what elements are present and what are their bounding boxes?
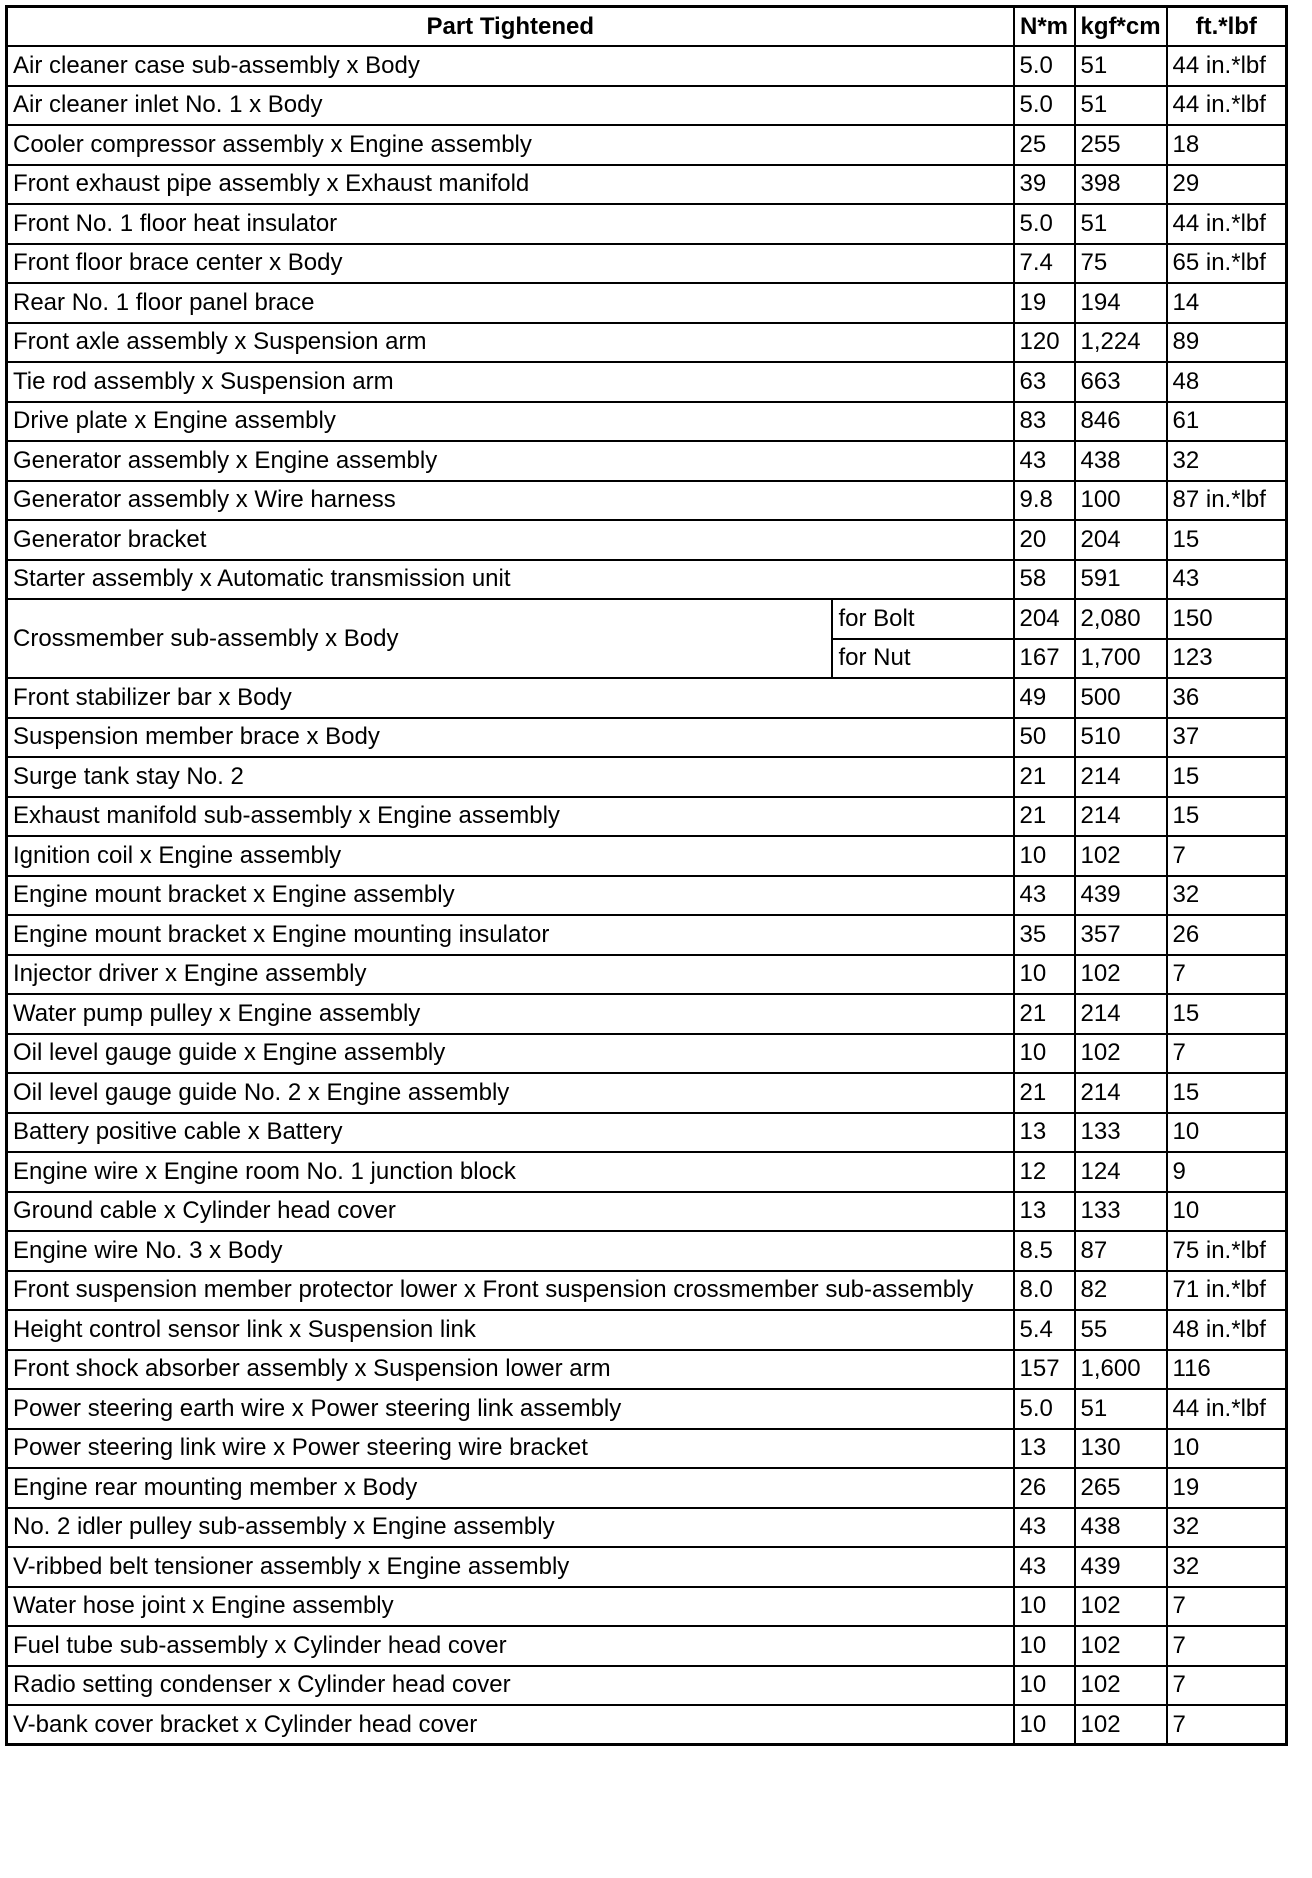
nm-cell: 43 [1014,1508,1075,1548]
table-row [7,1034,1287,1074]
table-row [7,441,1287,481]
table-row [7,1152,1287,1192]
ft-lbf-cell: 44 in.*lbf [1167,86,1287,126]
kgf-cm-cell: 255 [1075,125,1167,165]
kgf-cm-cell: 51 [1075,1389,1167,1429]
nm-cell: 63 [1014,362,1075,402]
nm-cell: 13 [1014,1113,1075,1153]
table-row [7,323,1287,363]
nm-cell: 49 [1014,678,1075,718]
part-cell: Battery positive cable x Battery [7,1113,1014,1153]
table-row [7,1468,1287,1508]
kgf-cm-cell: 1,224 [1075,323,1167,363]
kgf-cm-cell: 133 [1075,1192,1167,1232]
nm-cell: 5.4 [1014,1310,1075,1350]
table-row [7,915,1287,955]
ft-lbf-cell: 15 [1167,520,1287,560]
nm-cell: 83 [1014,402,1075,442]
part-cell: Height control sensor link x Suspension link [7,1310,1014,1350]
nm-cell: 10 [1014,836,1075,876]
nm-cell: 157 [1014,1350,1075,1390]
part-cell: Crossmember sub-assembly x Body [7,599,832,678]
part-cell: Oil level gauge guide No. 2 x Engine assembly [7,1073,1014,1113]
kgf-cm-cell: 591 [1075,560,1167,600]
part-cell: Front stabilizer bar x Body [7,678,1014,718]
kgf-cm-cell: 214 [1075,757,1167,797]
ft-lbf-cell: 44 in.*lbf [1167,46,1287,86]
ft-lbf-cell: 43 [1167,560,1287,600]
ft-lbf-cell: 44 in.*lbf [1167,1389,1287,1429]
part-cell: V-bank cover bracket x Cylinder head cover [7,1705,1014,1745]
kgf-cm-cell: 100 [1075,481,1167,521]
part-cell: Oil level gauge guide x Engine assembly [7,1034,1014,1074]
kgf-cm-cell: 130 [1075,1429,1167,1469]
ft-lbf-cell: 15 [1167,757,1287,797]
nm-cell: 10 [1014,955,1075,995]
part-cell: Radio setting condenser x Cylinder head cover [7,1666,1014,1706]
table-row [7,165,1287,205]
part-cell: Fuel tube sub-assembly x Cylinder head cover [7,1626,1014,1666]
table-row [7,1429,1287,1469]
ft-lbf-cell: 32 [1167,441,1287,481]
part-cell: Exhaust manifold sub-assembly x Engine assembly [7,797,1014,837]
kgf-cm-cell: 439 [1075,876,1167,916]
fastener-type-cell: for Nut [832,639,1014,679]
header-part-tightened: Part Tightened [7,7,1014,47]
nm-cell: 13 [1014,1192,1075,1232]
kgf-cm-cell: 510 [1075,718,1167,758]
nm-cell: 20 [1014,520,1075,560]
part-cell: Generator assembly x Wire harness [7,481,1014,521]
nm-cell: 10 [1014,1666,1075,1706]
nm-cell: 19 [1014,283,1075,323]
part-cell: Air cleaner case sub-assembly x Body [7,46,1014,86]
kgf-cm-cell: 265 [1075,1468,1167,1508]
part-cell: Starter assembly x Automatic transmission unit [7,560,1014,600]
nm-cell: 25 [1014,125,1075,165]
kgf-cm-cell: 124 [1075,1152,1167,1192]
ft-lbf-cell: 61 [1167,402,1287,442]
ft-lbf-cell: 7 [1167,1626,1287,1666]
table-row [7,1389,1287,1429]
ft-lbf-cell: 89 [1167,323,1287,363]
kgf-cm-cell: 398 [1075,165,1167,205]
ft-lbf-cell: 9 [1167,1152,1287,1192]
kgf-cm-cell: 102 [1075,836,1167,876]
kgf-cm-cell: 75 [1075,244,1167,284]
kgf-cm-cell: 438 [1075,441,1167,481]
ft-lbf-cell: 15 [1167,797,1287,837]
ft-lbf-cell: 26 [1167,915,1287,955]
table-row [7,1587,1287,1627]
ft-lbf-cell: 32 [1167,1508,1287,1548]
part-cell: Rear No. 1 floor panel brace [7,283,1014,323]
part-cell: Power steering link wire x Power steering wire bracket [7,1429,1014,1469]
ft-lbf-cell: 116 [1167,1350,1287,1390]
nm-cell: 39 [1014,165,1075,205]
part-cell: Front suspension member protector lower x Front suspension crossmember sub-assembly [7,1271,1014,1311]
nm-cell: 5.0 [1014,46,1075,86]
table-row [7,678,1287,718]
part-cell: Surge tank stay No. 2 [7,757,1014,797]
table-row [7,402,1287,442]
nm-cell: 8.5 [1014,1231,1075,1271]
ft-lbf-cell: 65 in.*lbf [1167,244,1287,284]
kgf-cm-cell: 102 [1075,1034,1167,1074]
table-row [7,1350,1287,1390]
part-cell: Engine wire x Engine room No. 1 junction block [7,1152,1014,1192]
header-kgf-cm: kgf*cm [1075,7,1167,47]
header-nm: N*m [1014,7,1075,47]
kgf-cm-cell: 51 [1075,46,1167,86]
kgf-cm-cell: 2,080 [1075,599,1167,639]
table-row [7,1508,1287,1548]
ft-lbf-cell: 18 [1167,125,1287,165]
nm-cell: 8.0 [1014,1271,1075,1311]
part-cell: Front axle assembly x Suspension arm [7,323,1014,363]
ft-lbf-cell: 10 [1167,1429,1287,1469]
nm-cell: 43 [1014,876,1075,916]
part-cell: V-ribbed belt tensioner assembly x Engine assembly [7,1547,1014,1587]
table-row [7,1271,1287,1311]
kgf-cm-cell: 357 [1075,915,1167,955]
table-row [7,1192,1287,1232]
part-cell: No. 2 idler pulley sub-assembly x Engine assembly [7,1508,1014,1548]
table-row [7,1547,1287,1587]
ft-lbf-cell: 87 in.*lbf [1167,481,1287,521]
ft-lbf-cell: 7 [1167,836,1287,876]
table-body [7,46,1287,1745]
ft-lbf-cell: 29 [1167,165,1287,205]
table-row [7,836,1287,876]
part-cell: Air cleaner inlet No. 1 x Body [7,86,1014,126]
nm-cell: 50 [1014,718,1075,758]
part-cell: Engine wire No. 3 x Body [7,1231,1014,1271]
ft-lbf-cell: 14 [1167,283,1287,323]
kgf-cm-cell: 102 [1075,955,1167,995]
kgf-cm-cell: 214 [1075,1073,1167,1113]
kgf-cm-cell: 438 [1075,1508,1167,1548]
kgf-cm-cell: 133 [1075,1113,1167,1153]
table-row [7,362,1287,402]
table-row [7,1113,1287,1153]
kgf-cm-cell: 846 [1075,402,1167,442]
part-cell: Engine rear mounting member x Body [7,1468,1014,1508]
nm-cell: 204 [1014,599,1075,639]
kgf-cm-cell: 214 [1075,797,1167,837]
nm-cell: 10 [1014,1626,1075,1666]
header-ft-lbf: ft.*lbf [1167,7,1287,47]
nm-cell: 5.0 [1014,1389,1075,1429]
table-row [7,599,1287,639]
ft-lbf-cell: 36 [1167,678,1287,718]
nm-cell: 10 [1014,1705,1075,1745]
nm-cell: 7.4 [1014,244,1075,284]
kgf-cm-cell: 55 [1075,1310,1167,1350]
kgf-cm-cell: 194 [1075,283,1167,323]
table-row [7,86,1287,126]
table-row [7,204,1287,244]
ft-lbf-cell: 123 [1167,639,1287,679]
table-row [7,46,1287,86]
part-cell: Cooler compressor assembly x Engine assembly [7,125,1014,165]
table-row [7,1310,1287,1350]
ft-lbf-cell: 19 [1167,1468,1287,1508]
kgf-cm-cell: 1,600 [1075,1350,1167,1390]
ft-lbf-cell: 71 in.*lbf [1167,1271,1287,1311]
table-row [7,757,1287,797]
ft-lbf-cell: 10 [1167,1113,1287,1153]
ft-lbf-cell: 32 [1167,1547,1287,1587]
kgf-cm-cell: 102 [1075,1705,1167,1745]
nm-cell: 13 [1014,1429,1075,1469]
kgf-cm-cell: 500 [1075,678,1167,718]
nm-cell: 35 [1014,915,1075,955]
nm-cell: 12 [1014,1152,1075,1192]
ft-lbf-cell: 7 [1167,955,1287,995]
kgf-cm-cell: 1,700 [1075,639,1167,679]
ft-lbf-cell: 48 in.*lbf [1167,1310,1287,1350]
table-row [7,560,1287,600]
nm-cell: 10 [1014,1587,1075,1627]
kgf-cm-cell: 439 [1075,1547,1167,1587]
ft-lbf-cell: 7 [1167,1587,1287,1627]
nm-cell: 43 [1014,1547,1075,1587]
ft-lbf-cell: 7 [1167,1034,1287,1074]
ft-lbf-cell: 75 in.*lbf [1167,1231,1287,1271]
table-row [7,994,1287,1034]
nm-cell: 43 [1014,441,1075,481]
kgf-cm-cell: 102 [1075,1626,1167,1666]
part-cell: Ignition coil x Engine assembly [7,836,1014,876]
part-cell: Generator assembly x Engine assembly [7,441,1014,481]
table-row [7,481,1287,521]
nm-cell: 21 [1014,1073,1075,1113]
table-row [7,718,1287,758]
part-cell: Water hose joint x Engine assembly [7,1587,1014,1627]
nm-cell: 120 [1014,323,1075,363]
table-row [7,1231,1287,1271]
nm-cell: 21 [1014,994,1075,1034]
ft-lbf-cell: 15 [1167,1073,1287,1113]
ft-lbf-cell: 15 [1167,994,1287,1034]
table-row [7,125,1287,165]
table-row [7,1626,1287,1666]
table-row [7,1666,1287,1706]
nm-cell: 9.8 [1014,481,1075,521]
part-cell: Power steering earth wire x Power steering link assembly [7,1389,1014,1429]
fastener-type-cell: for Bolt [832,599,1014,639]
table-row [7,876,1287,916]
part-cell: Drive plate x Engine assembly [7,402,1014,442]
table-row [7,1073,1287,1113]
nm-cell: 5.0 [1014,204,1075,244]
ft-lbf-cell: 48 [1167,362,1287,402]
part-cell: Suspension member brace x Body [7,718,1014,758]
table-row [7,955,1287,995]
part-cell: Tie rod assembly x Suspension arm [7,362,1014,402]
ft-lbf-cell: 32 [1167,876,1287,916]
kgf-cm-cell: 204 [1075,520,1167,560]
nm-cell: 167 [1014,639,1075,679]
kgf-cm-cell: 87 [1075,1231,1167,1271]
part-cell: Generator bracket [7,520,1014,560]
nm-cell: 26 [1014,1468,1075,1508]
part-cell: Front floor brace center x Body [7,244,1014,284]
ft-lbf-cell: 7 [1167,1666,1287,1706]
table-row [7,283,1287,323]
part-cell: Injector driver x Engine assembly [7,955,1014,995]
table-row [7,797,1287,837]
part-cell: Front No. 1 floor heat insulator [7,204,1014,244]
ft-lbf-cell: 150 [1167,599,1287,639]
part-cell: Water pump pulley x Engine assembly [7,994,1014,1034]
kgf-cm-cell: 102 [1075,1587,1167,1627]
kgf-cm-cell: 663 [1075,362,1167,402]
part-cell: Engine mount bracket x Engine assembly [7,876,1014,916]
part-cell: Front exhaust pipe assembly x Exhaust manifold [7,165,1014,205]
ft-lbf-cell: 44 in.*lbf [1167,204,1287,244]
ft-lbf-cell: 37 [1167,718,1287,758]
nm-cell: 10 [1014,1034,1075,1074]
nm-cell: 58 [1014,560,1075,600]
part-cell: Ground cable x Cylinder head cover [7,1192,1014,1232]
table-row [7,244,1287,284]
kgf-cm-cell: 102 [1075,1666,1167,1706]
nm-cell: 21 [1014,797,1075,837]
part-cell: Engine mount bracket x Engine mounting insulator [7,915,1014,955]
table-row [7,520,1287,560]
part-cell: Front shock absorber assembly x Suspension lower arm [7,1350,1014,1390]
header-row [7,7,1287,47]
kgf-cm-cell: 82 [1075,1271,1167,1311]
kgf-cm-cell: 51 [1075,204,1167,244]
ft-lbf-cell: 10 [1167,1192,1287,1232]
kgf-cm-cell: 214 [1075,994,1167,1034]
table-row [7,1705,1287,1745]
ft-lbf-cell: 7 [1167,1705,1287,1745]
kgf-cm-cell: 51 [1075,86,1167,126]
torque-spec-table [5,5,1288,1746]
nm-cell: 21 [1014,757,1075,797]
nm-cell: 5.0 [1014,86,1075,126]
